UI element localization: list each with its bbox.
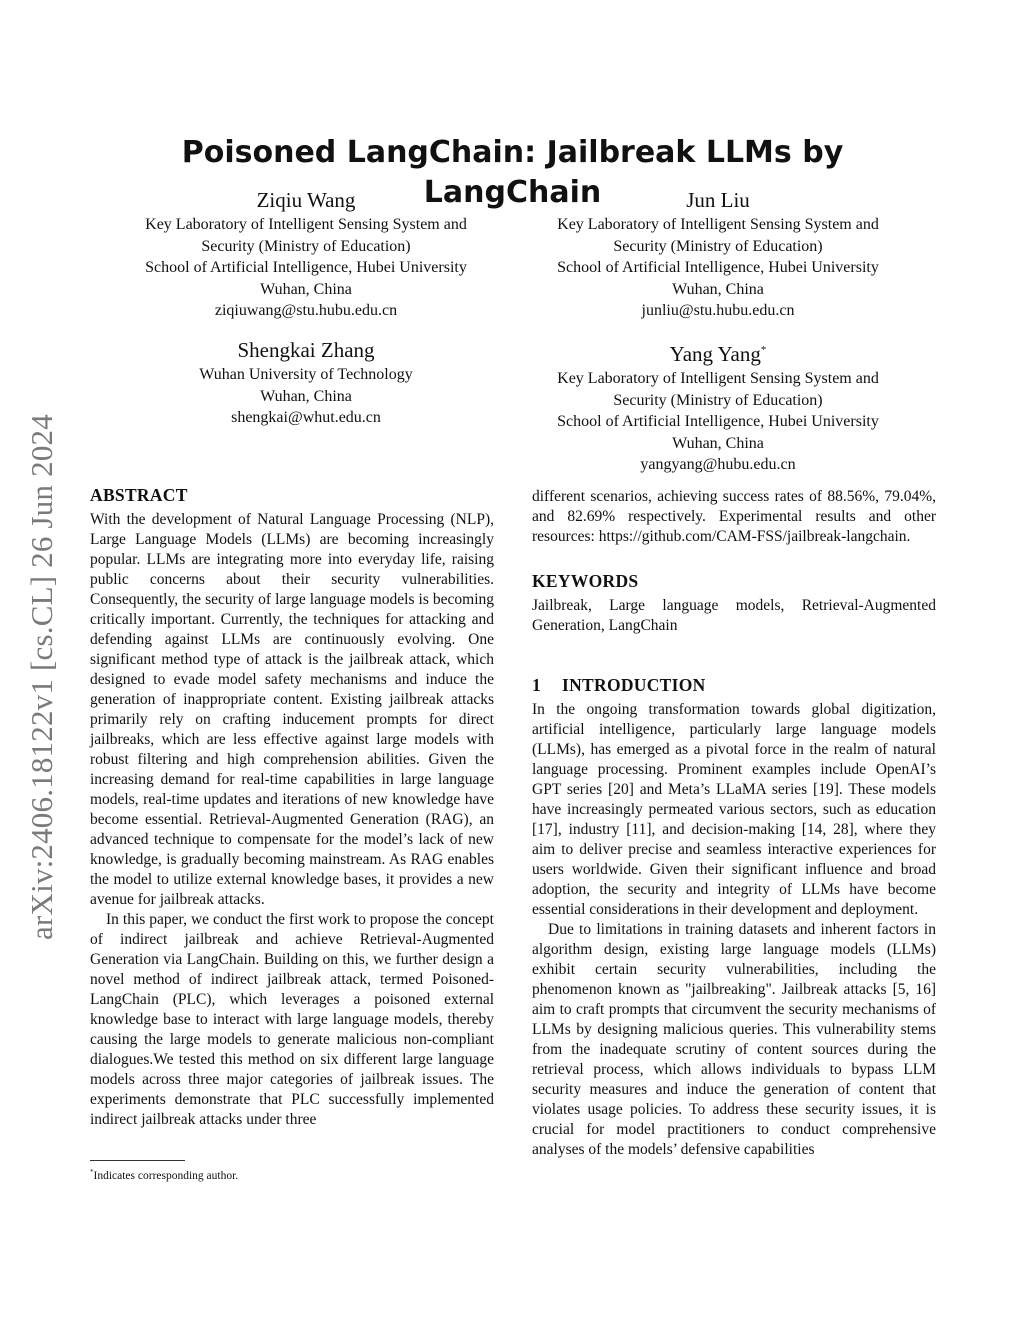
author-block-1 bbox=[106, 187, 506, 322]
author-affiliation: Key Laboratory of Intelligent Sensing System and bbox=[557, 370, 879, 387]
author-affiliation: Security (Ministry of Education) bbox=[613, 391, 823, 409]
keywords-heading: KEYWORDS bbox=[532, 571, 639, 591]
author-location: Wuhan, China bbox=[672, 280, 764, 298]
left-column bbox=[90, 484, 494, 1130]
author-email: junliu@stu.hubu.edu.cn bbox=[641, 302, 795, 320]
author-affiliation: Security (Ministry of Education) bbox=[201, 237, 411, 255]
keywords-text: Jailbreak, Large language models, Retrieval-Augmented Generation, LangChain bbox=[532, 597, 936, 634]
author-affiliation: Wuhan University of Technology bbox=[199, 366, 413, 383]
author-name-text: Yang Yang bbox=[669, 342, 761, 366]
footnote-divider bbox=[90, 1160, 185, 1161]
author-location: Wuhan, China bbox=[260, 387, 352, 405]
author-affiliation: School of Artificial Intelligence, Hubei University bbox=[145, 259, 467, 277]
introduction-paragraph-2: Due to limitations in training datasets and inherent factors in algorithm design, existing large language models (LLMs) exhibit certain security vulnerabilities, including the phenomenon known as "jailbreaking". Jailbreak attacks [5, 16] aim to craft prompts that circumvent the security mechanisms of LLMs by designing malicious queries. This vulnerability stems from the inadequate scrutiny of content sources during the retrieval process, which allows individuals to bypass LLM security measures and induce the generation of content that violates usage policies. To address these security issues, it is crucial for model practitioners to conduct comprehensive analyses of the models’ defensive capabilities bbox=[532, 921, 936, 1158]
author-affiliation: Security (Ministry of Education) bbox=[613, 237, 823, 255]
author-email: yangyang@hubu.edu.cn bbox=[640, 456, 796, 474]
abstract-paragraph-1: With the development of Natural Language Processing (NLP), Large Language Models (LLMs) are becoming increasingly popular. LLMs are integrating more into everyday life, raising public concerns about their security vulnerabilities. Consequently, the security of large language models is becoming critically important. Currently, the techniques for attacking and defending against LLMs are continuously evolving. One significant method type of attack is the jailbreak attack, which designed to evade model safety mechanisms and induce the generation of inappropriate content. Existing jailbreak attacks primarily rely on crafting inducement prompts for direct jailbreaks, which are less effective against large models with robust filtering and high comprehension abilities. Given the increasing demand for real-time capabilities in large language models, real-time updates and iterations of new knowledge have become essential. Retrieval-Augmented Generation (RAG), an advanced technique to compensate for the model’s lack of new knowledge, is gradually becoming mainstream. As RAG enables the model to utilize external knowledge bases, it provides a new avenue for jailbreak attacks. bbox=[90, 511, 494, 908]
author-block-3 bbox=[106, 337, 506, 429]
abstract-paragraph-2: In this paper, we conduct the first work to propose the concept of indirect jailbreak and achieve Retrieval-Augmented Generation via LangChain. Building on this, we further design a novel method of indirect jailbreak attack, termed Poisoned-LangChain (PLC), which leverages a poisoned external knowledge base to interact with large language models, thereby causing the large models to generate malicious non-compliant dialogues.We tested this method on six different large language models across three major categories of jailbreak issues. The experiments demonstrate that PLC successfully implemented indirect jailbreak attacks under three bbox=[90, 911, 494, 1128]
introduction-heading bbox=[532, 674, 936, 696]
author-name bbox=[518, 337, 918, 367]
author-block-4 bbox=[518, 337, 918, 476]
abstract-heading: ABSTRACT bbox=[90, 485, 188, 505]
author-affiliation: Key Laboratory of Intelligent Sensing System and bbox=[557, 216, 879, 233]
author-affiliation: School of Artificial Intelligence, Hubei University bbox=[557, 259, 879, 277]
paper-title: Poisoned LangChain: Jailbreak LLMs by LangChain bbox=[181, 135, 844, 210]
author-location: Wuhan, China bbox=[260, 280, 352, 298]
author-name: Shengkai Zhang bbox=[237, 338, 375, 362]
author-location: Wuhan, China bbox=[672, 434, 764, 452]
footnote-text: Indicates corresponding author. bbox=[93, 1169, 239, 1182]
author-block-2 bbox=[518, 187, 918, 322]
introduction-paragraph-1: In the ongoing transformation towards global digitization, artificial intelligence, particularly large language models (LLMs), has emerged as a pivotal force in the realm of natural language processing. Prominent examples include OpenAI’s GPT series [20] and Meta’s LLaMA series [19]. These models have increasingly permeated various sectors, such as education [17], industry [11], and decision-making [14, 28], where they aim to deliver precise and seamless interactive experiences for users worldwide. Given their significant influence and broad adoption, the security and integrity of LLMs have become essential considerations in their development and deployment. bbox=[532, 701, 936, 918]
author-affiliation: School of Artificial Intelligence, Hubei University bbox=[557, 413, 879, 431]
arxiv-identifier-stamp: arXiv:2406.18122v1 [cs.CL] 26 Jun 2024 bbox=[24, 414, 59, 940]
footnote bbox=[90, 1165, 494, 1183]
section-title: INTRODUCTION bbox=[562, 675, 706, 695]
author-affiliation: Key Laboratory of Intelligent Sensing System and bbox=[145, 216, 467, 233]
author-email: shengkai@whut.edu.cn bbox=[231, 409, 381, 427]
abstract-continuation: different scenarios, achieving success rates of 88.56%, 79.04%, and 82.69% respectively. Experimental results and other resources: https://github.com/CAM-FSS/jailbreak-langchain. bbox=[532, 488, 936, 545]
section-number: 1 bbox=[532, 675, 542, 695]
corresponding-author-mark: * bbox=[760, 344, 767, 356]
right-column bbox=[532, 487, 936, 1160]
author-email: ziqiuwang@stu.hubu.edu.cn bbox=[214, 302, 398, 320]
footnote-mark: * bbox=[90, 1168, 94, 1176]
author-name: Jun Liu bbox=[686, 188, 750, 212]
author-name: Ziqiu Wang bbox=[256, 188, 356, 212]
